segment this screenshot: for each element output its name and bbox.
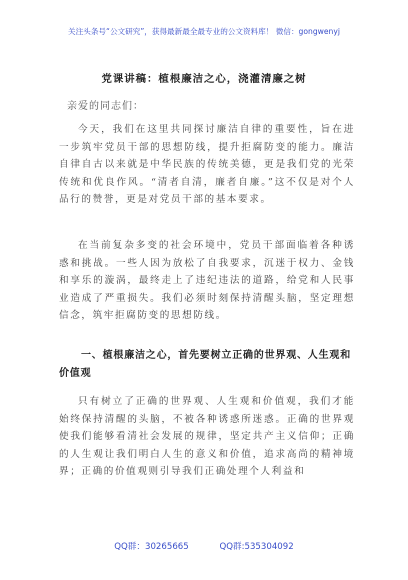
salutation: 亲爱的同志们： <box>67 101 144 112</box>
document-title: 党课讲稿：植根廉洁之心，浇灌清廉之树 <box>101 73 307 85</box>
section-heading-1: 一、植根廉洁之心，首先要树立正确的世界观、人生观和价值观 <box>59 350 351 379</box>
paragraph-2: 在当前复杂多变的社会环境中，党员干部面临着各种诱惑和挑战。一些人因为放松了自我要求，沉迷于权力、金钱和享乐的漩涡，最终走上了违纪违法的道路，给党和人民事业造成了严重损失。我们必须时刻保持清醒头脑，坚定理想信念，筑牢拒腐防变的思想防线。 <box>59 240 355 322</box>
footer-qq-group-2: QQ群:535304092 <box>219 542 294 552</box>
footer-qq-group-1: QQ群：30265665 <box>114 542 189 552</box>
footer-contacts <box>0 540 408 552</box>
paragraph-1: 今天，我们在这里共同探讨廉洁自律的重要性，旨在进一步筑牢党员干部的思想防线，提升拒腐防变的能力。廉洁自律自古以来就是中华民族的传统美德，更是我们党的光荣传统和优良作风。“清者自清，廉者自廉。”这不仅是对个人品行的赞誉，更是对党员干部的基本要求。 <box>59 124 355 206</box>
header-notice: 关注头条号“公文研究”，获得最新最全最专业的公文资料库！ 微信：gongwenyj <box>68 27 340 36</box>
paragraph-3: 只有树立了正确的世界观、人生观和价值观，我们才能始终保持清醒的头脑，不被各种诱惑所迷惑。正确的世界观使我们能够看清社会发展的规律，坚定共产主义信仰；正确的人生观让我们明白人生的意义和价值，追求高尚的精神境界；正确的价值观则引导我们正确处理个人利益和 <box>59 396 355 478</box>
